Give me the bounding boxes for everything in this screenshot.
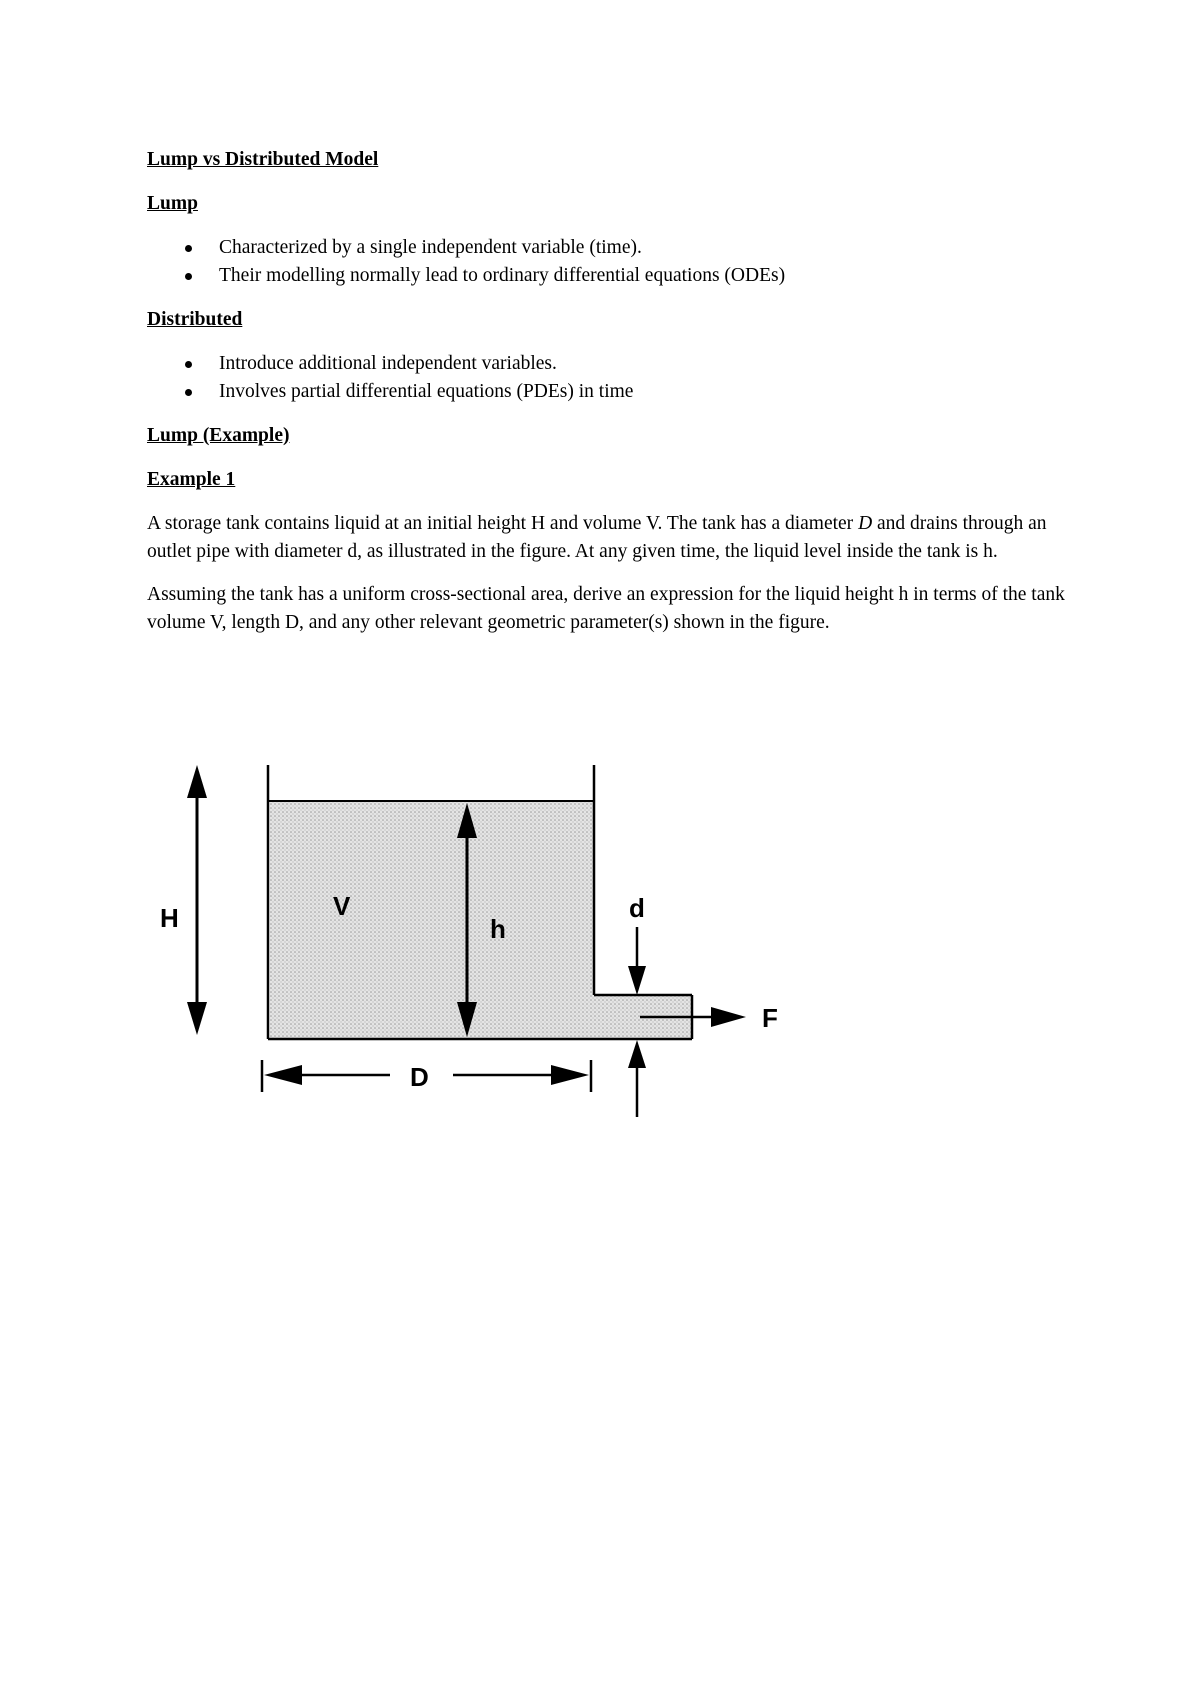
- height-H-arrow: [187, 765, 207, 1035]
- tank-diagram: [150, 755, 810, 1140]
- label-V: V: [333, 891, 351, 921]
- lump-bullet-list: [147, 234, 1067, 290]
- bullet-icon: [185, 245, 192, 252]
- example1-heading: Example 1: [147, 469, 236, 490]
- label-d: d: [629, 893, 645, 923]
- label-H: H: [160, 903, 179, 933]
- bullet-icon: [185, 389, 192, 396]
- paragraph-text: A storage tank contains liquid at an initial height H and volume V. The tank has a diameter: [147, 513, 859, 534]
- problem-paragraph-2: Assuming the tank has a uniform cross-sectional area, derive an expression for the liquid height h in terms of the tank volume V, length D, and any other relevant geometric parameter(s) shown in the figure.: [147, 584, 1065, 633]
- paragraph-text: and drains through an outlet pipe with diameter d, as illustrated in the figure. At any given time, the liquid level inside the tank is h.: [147, 513, 1047, 562]
- problem-paragraph-1: [147, 510, 1067, 566]
- label-h: h: [490, 914, 506, 944]
- list-item: [147, 350, 1067, 378]
- list-item: [147, 262, 1067, 290]
- label-D: D: [410, 1062, 429, 1092]
- tank-figure: [150, 755, 810, 1140]
- list-item-text: Their modelling normally lead to ordinary differential equations (ODEs): [219, 265, 786, 286]
- list-item-text: Introduce additional independent variables.: [219, 353, 557, 374]
- diameter-variable: D: [858, 513, 873, 534]
- distributed-heading: Distributed: [147, 309, 243, 330]
- bullet-icon: [185, 273, 192, 280]
- list-item-text: Characterized by a single independent variable (time).: [219, 237, 642, 258]
- document-body: [147, 146, 1067, 652]
- list-item-text: Involves partial differential equations (PDEs) in time: [219, 381, 634, 402]
- bullet-icon: [185, 361, 192, 368]
- lump-example-heading: Lump (Example): [147, 425, 290, 446]
- distributed-bullet-list: [147, 350, 1067, 406]
- list-item: [147, 234, 1067, 262]
- list-item: [147, 378, 1067, 406]
- document-title: Lump vs Distributed Model: [147, 149, 379, 170]
- lump-heading: Lump: [147, 193, 198, 214]
- label-F: F: [762, 1003, 778, 1033]
